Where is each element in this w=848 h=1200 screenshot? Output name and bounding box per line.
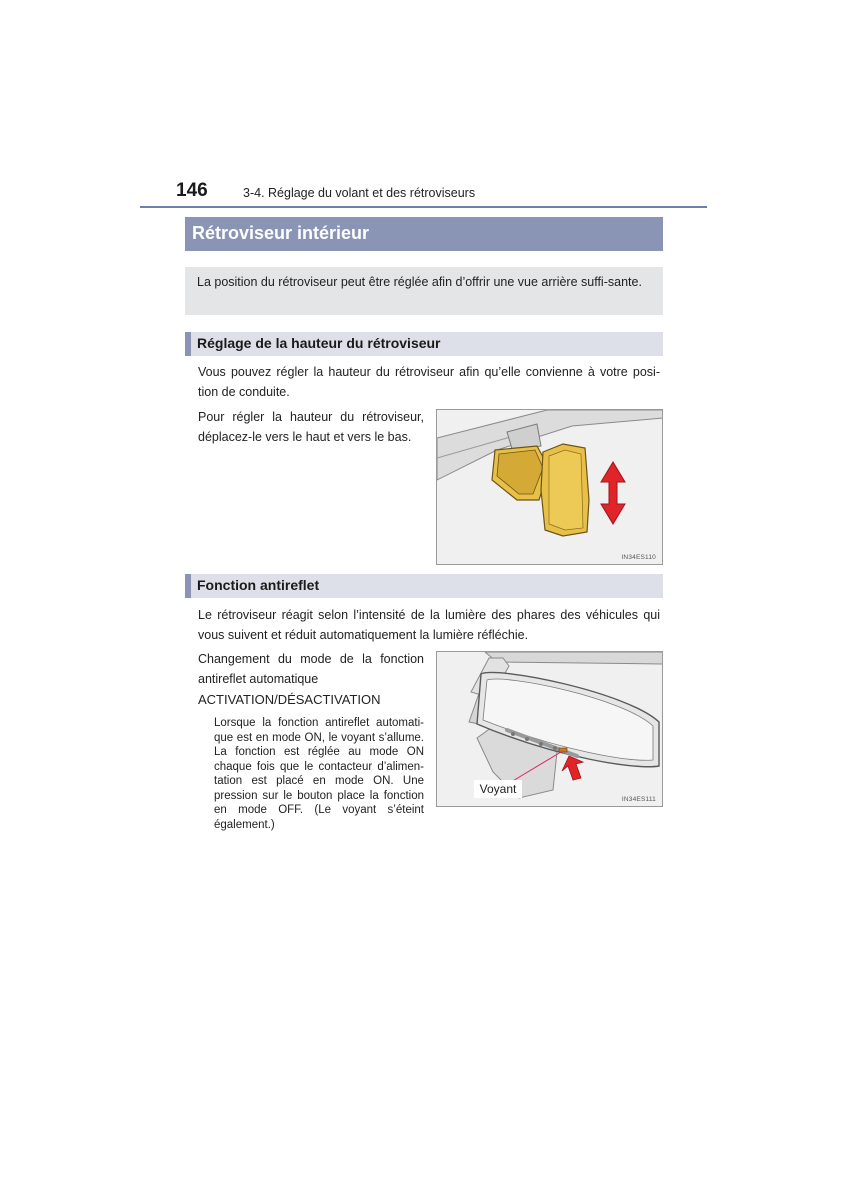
indicator-label: Voyant (474, 780, 522, 798)
intro-box (185, 267, 663, 315)
header-rule (140, 206, 707, 208)
antiglare-detail: Lorsque la fonction antireflet automati-que est en mode ON, le voyant s’allume. La fonction est réglée au mode ON chaque fois que le contacteur d’alimen-tation est placé en mode ON. Une pression sur le bouton place la fonction en mode OFF. (Le voyant s’éteint également.) (214, 717, 424, 831)
mirror-indicator-figure (436, 651, 663, 807)
page-title: Rétroviseur intérieur (192, 223, 370, 243)
section-path: 3-4. Réglage du volant et des rétroviseurs (243, 186, 476, 200)
intro-text: La position du rétroviseur peut être réglée afin d’offrir une vue arrière suffi-sante. (197, 275, 642, 289)
figure-code-111: IN34ES111 (621, 796, 656, 803)
mode-label: ACTIVATION/DÉSACTIVATION (198, 692, 381, 707)
height-instruction: Pour régler la hauteur du rétroviseur, déplacez-le vers le haut et vers le bas. (198, 410, 424, 444)
mirror-indicator-illustration (437, 652, 663, 807)
section-heading-antiglare-label: Fonction antireflet (197, 577, 320, 593)
height-paragraph: Vous pouvez régler la hauteur du rétroviseur afin qu’elle convienne à votre posi-tion de conduite. (198, 365, 660, 399)
antiglare-instruction: Changement du mode de la fonction antireflet automatique (198, 652, 424, 686)
figure-code-110: IN34ES110 (621, 554, 656, 561)
section-heading-height-label: Réglage de la hauteur du rétroviseur (197, 335, 441, 351)
page-title-bar (185, 217, 663, 251)
section-heading-antiglare (185, 574, 663, 598)
section-heading-height (185, 332, 663, 356)
page-number: 146 (176, 180, 208, 201)
mirror-height-figure (436, 409, 663, 565)
mirror-height-illustration (437, 410, 663, 565)
antiglare-paragraph: Le rétroviseur réagit selon l’intensité de la lumière des phares des véhicules qui vous suivent et réduit automatiquement la lumière réfléchie. (198, 608, 660, 642)
